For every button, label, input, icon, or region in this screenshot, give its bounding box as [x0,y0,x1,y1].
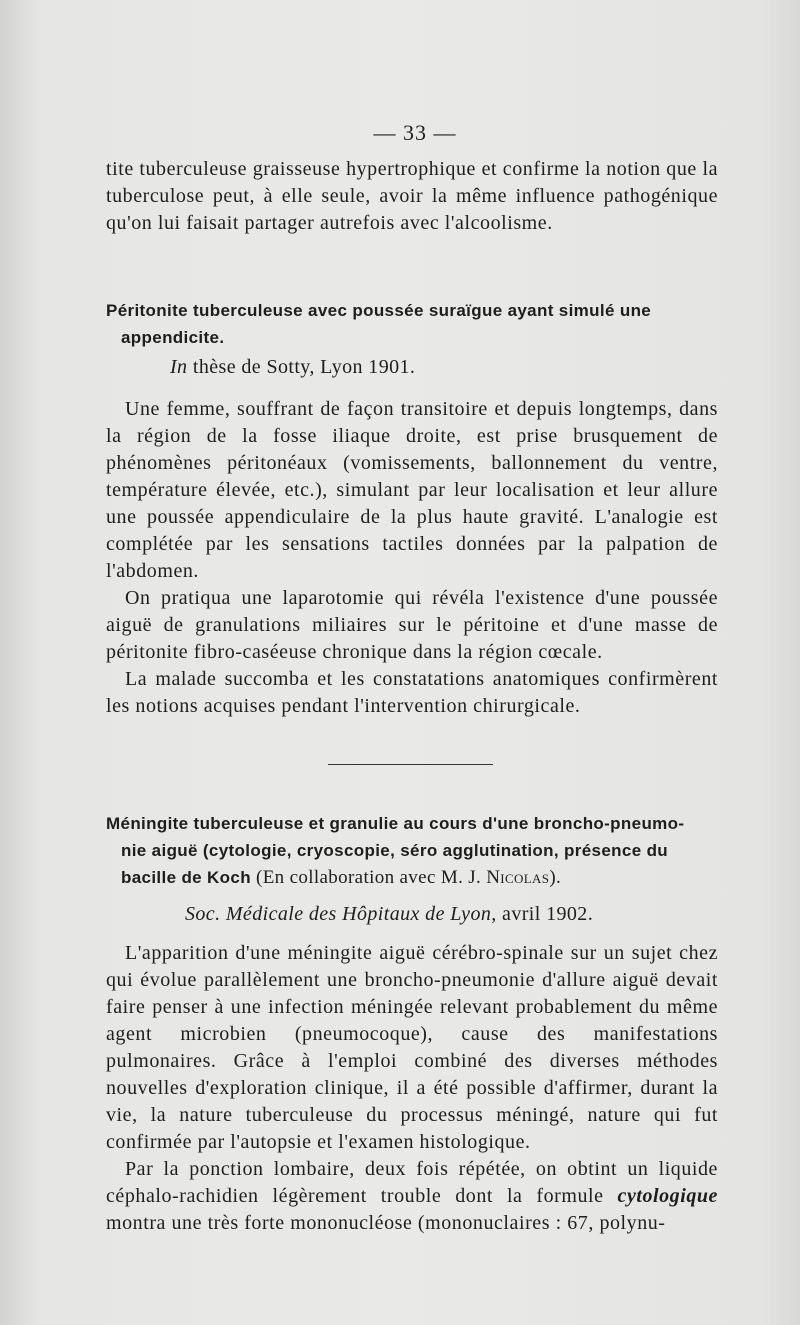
source-text: thèse de Sotty, Lyon 1901. [192,356,416,378]
section-title-peritonite [106,297,718,351]
title-line-3 [106,864,718,891]
title-line: Péritonite tuberculeuse avec poussée suraïgue ayant simulé une [106,301,652,320]
section-divider [328,764,493,765]
section1-body [106,396,718,720]
paragraph: La malade succomba et les constatations anatomiques confirmèrent les notions acquises pendant l'intervention chirurgicale. [106,668,718,717]
source-journal: Soc. Médicale des Hôpitaux de Lyon, [185,903,497,925]
title-line: nie aiguë (cytologie, cryoscopie, séro agglutination, présence du [121,841,669,860]
paragraph-end: montra une très forte mononucléose (mononuclaires : 67, polynu- [106,1212,666,1234]
source-prefix: In [170,356,188,378]
emphasis-word: cytologique [617,1185,718,1207]
paragraph: Une femme, souffrant de façon transitoire et depuis longtemps, dans la région de la fosse iliaque droite, est prise brusquement de phénomènes péritonéaux (vomissements, ballonnement du ventre, température élevée, etc.), simulant par leur localisation et leur allure une poussée appendiculaire de la plus haute gravité. L'analogie est complétée par les sensations tactiles données par la palpation de l'abdomen. [106,398,718,582]
source-citation [170,356,415,379]
paragraph-start: Par la ponction lombaire, deux fois répétée, on obtint un liquide céphalo-rachidien légèrement trouble dont la formule [106,1158,718,1207]
title-bold-part: bacille de Koch [121,868,251,887]
title-end: ). [549,867,562,888]
section-title-meningite [106,810,718,891]
title-line: Méningite tuberculeuse et granulie au cours d'une broncho-pneumo- [106,814,685,833]
paragraph-2 [106,1156,718,1237]
paragraph: L'apparition d'une méningite aiguë cérébro-spinale sur un sujet chez qui évolue parallèlement une broncho-pneumonie d'allure aiguë devait faire penser à une infection méningée relevant probablement du même agent microbien (pneumocoque), cause des manifestations pulmonaires. Grâce à l'emploi combiné des diverses méthodes nouvelles d'exploration clinique, il a été possible d'affirmer, durant la vie, la nature tuberculeuse du processus méningé, nature qui fut confirmée par l'autopsie et l'examen histologique. [106,942,718,1153]
title-normal-part: (En collaboration avec M. J. [250,867,487,888]
source-citation [185,903,593,926]
section2-body [106,940,718,1237]
continuation-paragraph [106,156,718,237]
paragraph: On pratiqua une laparotomie qui révéla l'existence d'une poussée aiguë de granulations miliaires sur le péritoine et d'une masse de péritonite fibro-caséeuse chronique dans la région cœcale. [106,587,718,663]
paragraph: tite tuberculeuse graisseuse hypertrophique et confirme la notion que la tuberculose peut, à elle seule, avoir la même influence pathogénique qu'on lui faisait partager autrefois avec l'alcoolisme. [106,158,718,234]
source-date: avril 1902. [496,903,594,925]
author-name: Nicolas [486,867,550,888]
title-line: appendicite. [121,328,225,347]
page-number: — 33 — [373,120,457,145]
